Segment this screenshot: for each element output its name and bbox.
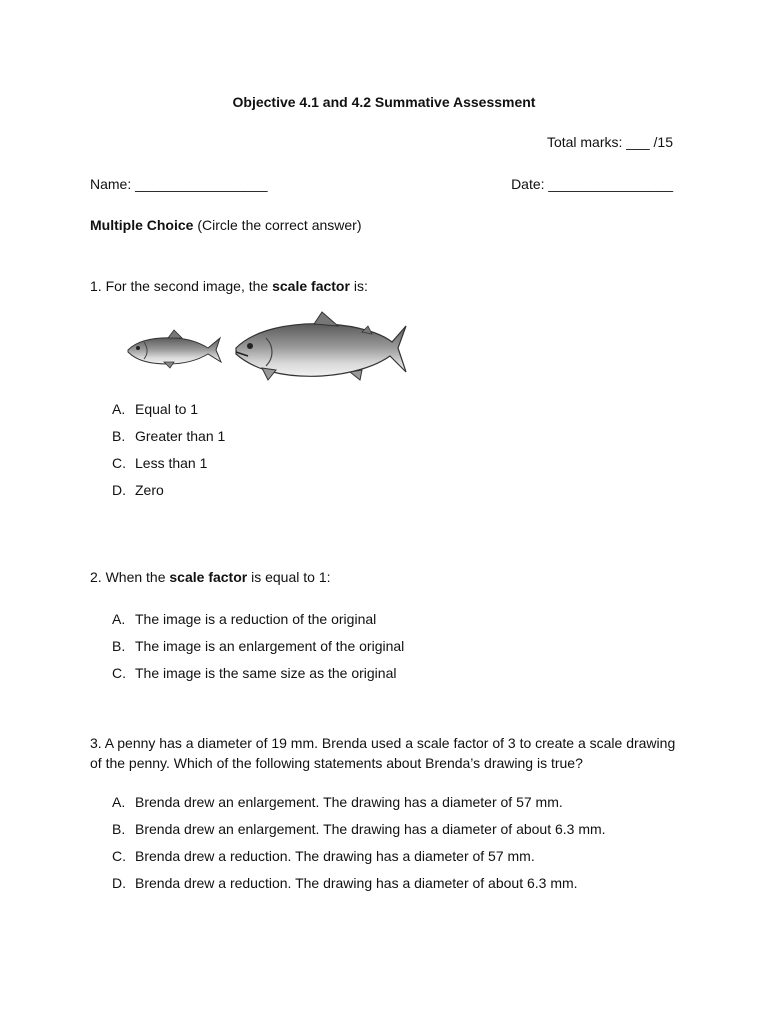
option-text: The image is a reduction of the original — [135, 611, 377, 627]
option-1d[interactable] — [112, 482, 164, 498]
option-letter: A. — [112, 401, 126, 417]
fish-images — [124, 310, 414, 388]
option-1b[interactable] — [112, 428, 225, 444]
option-letter: A. — [112, 611, 126, 627]
option-text: The image is the same size as the original — [135, 665, 397, 681]
option-text: Brenda drew an enlargement. The drawing has a diameter of 57 mm. — [135, 794, 563, 810]
option-2b[interactable] — [112, 638, 404, 654]
option-letter: B. — [112, 638, 126, 654]
salmon-fish-icon — [124, 310, 414, 385]
question-3: 3. A penny has a diameter of 19 mm. Brenda used a scale factor of 3 to create a scale drawing of the penny. Which of the following statements about Brenda’s drawing is true? — [90, 735, 676, 771]
option-letter: C. — [112, 848, 126, 864]
page-title: Objective 4.1 and 4.2 Summative Assessment — [232, 94, 536, 110]
option-text: Brenda drew an enlargement. The drawing has a diameter of about 6.3 mm. — [135, 821, 606, 837]
option-text: Equal to 1 — [135, 401, 199, 417]
question-2-bold: scale factor — [169, 569, 248, 585]
total-marks: Total marks: ___ /15 — [546, 134, 673, 150]
option-text: Brenda drew a reduction. The drawing has a diameter of about 6.3 mm. — [135, 875, 578, 891]
question-2 — [90, 569, 331, 585]
question-2-pre: 2. When the — [90, 569, 170, 585]
option-3d[interactable] — [112, 875, 578, 891]
date-field-label: Date: ________________ — [511, 176, 673, 192]
option-text: Brenda drew a reduction. The drawing has a diameter of 57 mm. — [135, 848, 535, 864]
section-heading-rest: (Circle the correct answer) — [193, 217, 362, 233]
option-letter: D. — [112, 875, 126, 891]
large-fish-icon — [236, 312, 406, 380]
question-1-bold: scale factor — [272, 278, 350, 294]
option-3a[interactable] — [112, 794, 563, 810]
option-letter: C. — [112, 665, 126, 681]
option-2a[interactable] — [112, 611, 376, 627]
section-heading — [90, 217, 362, 233]
option-text: Greater than 1 — [135, 428, 226, 444]
option-3c[interactable] — [112, 848, 535, 864]
section-heading-bold: Multiple Choice — [90, 217, 194, 233]
option-1a[interactable] — [112, 401, 198, 417]
question-2-post: is equal to 1: — [247, 569, 331, 585]
option-text: Less than 1 — [135, 455, 208, 471]
option-2c[interactable] — [112, 665, 396, 681]
question-1-pre: 1. For the second image, the — [90, 278, 273, 294]
option-3b[interactable] — [112, 821, 606, 837]
option-letter: B. — [112, 821, 126, 837]
option-letter: A. — [112, 794, 126, 810]
small-fish-icon — [128, 330, 221, 368]
option-1c[interactable] — [112, 455, 207, 471]
option-letter: B. — [112, 428, 126, 444]
name-field-label: Name: _________________ — [90, 176, 268, 192]
question-1-post: is: — [349, 278, 368, 294]
question-1 — [90, 278, 368, 294]
option-letter: D. — [112, 482, 126, 498]
option-text: Zero — [135, 482, 164, 498]
option-text: The image is an enlargement of the original — [135, 638, 405, 654]
option-letter: C. — [112, 455, 126, 471]
